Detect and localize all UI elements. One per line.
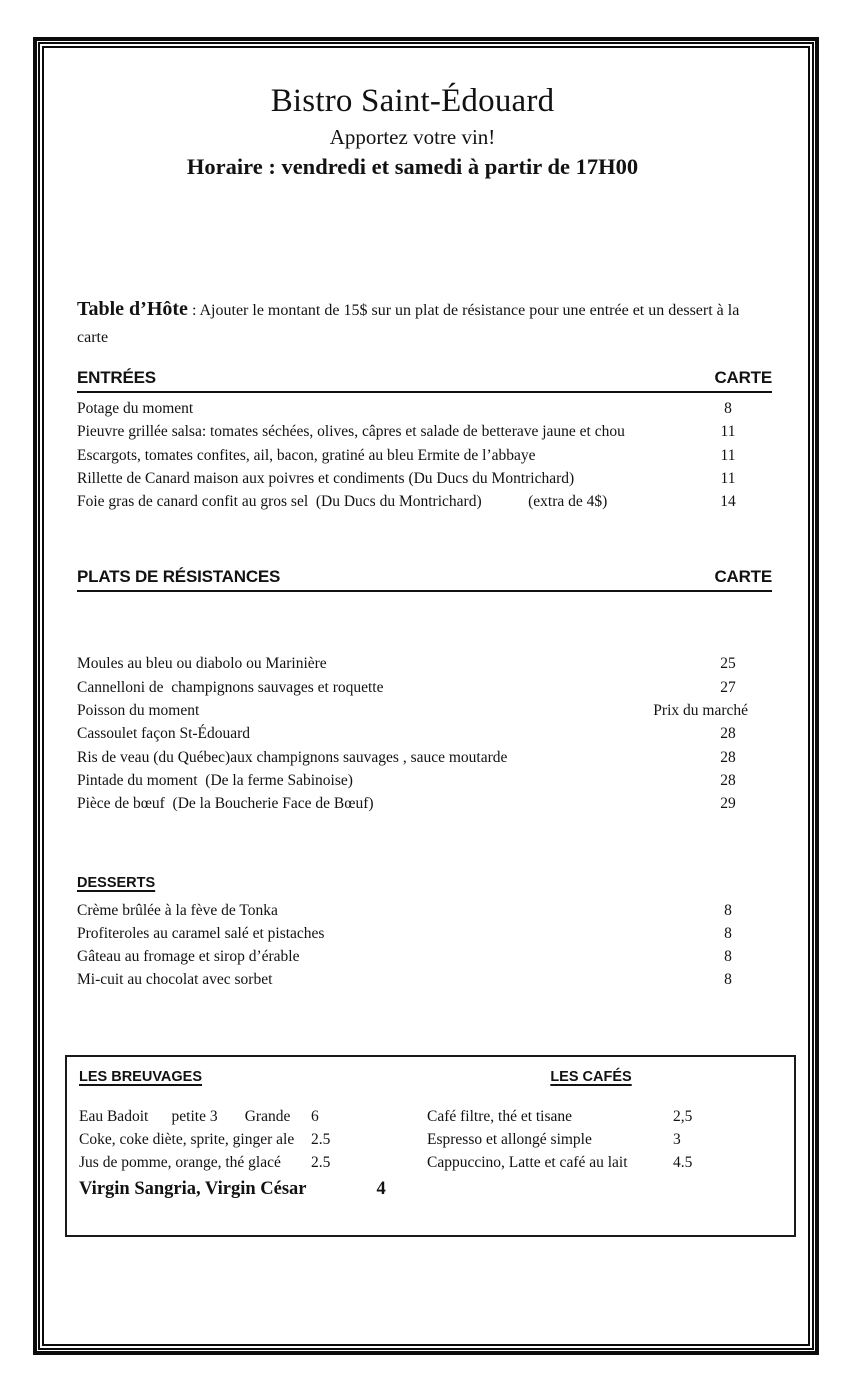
carte-column-label: CARTE (714, 567, 772, 587)
menu-item (77, 467, 748, 490)
virgin-drinks-item (79, 1176, 782, 1202)
breuvages-header: LES BREUVAGES (79, 1068, 203, 1085)
menu-page (44, 48, 808, 1344)
menu-item (77, 699, 748, 722)
beverage-item (79, 1128, 351, 1151)
menu-item (77, 945, 748, 968)
item-name: Rillette de Canard maison aux poivres et condiments (Du Ducs du Montrichard) (77, 469, 575, 487)
menu-item (77, 722, 748, 745)
cafe-item (427, 1151, 717, 1174)
byow-subtitle: Apportez votre vin! (329, 125, 496, 149)
menu-item (77, 420, 748, 443)
cafes-header: LES CAFÉS (550, 1068, 632, 1085)
item-name: Pièce de bœuf (De la Boucherie Face de Bœuf) (77, 795, 374, 813)
item-price: 14 (720, 493, 736, 511)
beverage-item (79, 1151, 351, 1174)
item-price: 2,5 (673, 1107, 693, 1125)
item-name: Escargots, tomates confites, ail, bacon, gratiné au bleu Ermite de l’abbaye (77, 446, 536, 464)
beverages-columns (79, 1105, 782, 1175)
item-price: 8 (724, 948, 732, 966)
item-price: 2.5 (311, 1154, 331, 1172)
page-border-middle (38, 42, 814, 1350)
cafe-item (427, 1105, 717, 1128)
entrees-list (77, 397, 748, 513)
item-price: 2.5 (311, 1131, 331, 1149)
item-name: Eau Badoit petite 3 Grande (79, 1107, 291, 1125)
opening-hours: Horaire : vendredi et samedi à partir de 17H00 (186, 154, 639, 179)
desserts-list (77, 899, 748, 992)
item-price: 8 (724, 971, 732, 989)
menu-item (77, 397, 748, 420)
menu-item (77, 652, 748, 675)
item-price: 4.5 (673, 1154, 693, 1172)
item-price: 4 (376, 1178, 386, 1199)
section-header-entrees (77, 368, 772, 393)
item-name: Pintade du moment (De la ferme Sabinoise) (77, 771, 353, 789)
item-name: Espresso et allongé simple (427, 1131, 592, 1149)
item-price: 28 (720, 748, 736, 766)
item-price: 25 (720, 655, 736, 673)
item-name: Ris de veau (du Québec)aux champignons sauvages , sauce moutarde (77, 748, 508, 766)
restaurant-title: Bistro Saint-Édouard (270, 83, 555, 119)
item-price: 8 (724, 400, 732, 417)
item-name: Café filtre, thé et tisane (427, 1107, 573, 1125)
table-dhote-text: : Ajouter le montant de 15$ sur un plat de résistance pour une entrée et un dessert à la carte (77, 302, 740, 346)
item-name: Foie gras de canard confit au gros sel (Du Ducs du Montrichard) (extra de 4$) (77, 493, 608, 511)
masthead (77, 80, 748, 182)
item-name: Cannelloni de champignons sauvages et roquette (77, 678, 384, 696)
cafe-item (427, 1128, 717, 1151)
section-title-plats: PLATS DE RÉSISTANCES (77, 567, 281, 587)
breuvages-column (79, 1105, 351, 1175)
menu-item (77, 490, 748, 513)
menu-item (77, 792, 748, 815)
menu-item (77, 676, 748, 699)
item-name: Moules au bleu ou diabolo ou Marinière (77, 655, 327, 673)
item-price: 27 (720, 678, 736, 696)
page-border-outer (33, 37, 819, 1355)
item-name: Profiteroles au caramel salé et pistaches (77, 924, 325, 942)
menu-item (77, 769, 748, 792)
item-price: 11 (720, 446, 736, 464)
section-header-desserts: DESSERTS (77, 874, 156, 891)
item-price: 3 (673, 1131, 681, 1149)
table-dhote-label: Table d’Hôte (77, 298, 188, 320)
item-price: 8 (724, 924, 732, 942)
item-name: Crème brûlée à la fève de Tonka (77, 901, 278, 919)
item-price: 11 (720, 469, 736, 487)
beverage-item (79, 1105, 351, 1128)
item-name: Cappuccino, Latte et café au lait (427, 1154, 628, 1172)
item-name: Virgin Sangria, Virgin César (79, 1178, 307, 1199)
menu-item (77, 746, 748, 769)
item-name: Gâteau au fromage et sirop d’érable (77, 948, 300, 966)
section-header-plats (77, 567, 772, 592)
plats-list (77, 652, 748, 815)
item-name: Coke, coke diète, sprite, ginger ale (79, 1131, 295, 1149)
table-dhote-note (77, 296, 748, 351)
item-price: 8 (724, 901, 732, 919)
item-name: Jus de pomme, orange, thé glacé (79, 1154, 281, 1172)
item-name: Pieuvre grillée salsa: tomates séchées, olives, câpres et salade de betterave jaune et chou (77, 423, 625, 441)
item-name: Poisson du moment (77, 702, 200, 720)
item-name: Potage du moment (77, 400, 194, 417)
item-name: Mi-cuit au chocolat avec sorbet (77, 971, 273, 989)
item-price: 11 (720, 423, 736, 441)
beverages-box (65, 1055, 796, 1237)
item-price: 6 (311, 1107, 319, 1125)
item-price: 29 (720, 795, 736, 813)
page-border-inner (42, 46, 810, 1346)
menu-item (77, 899, 748, 922)
section-title-entrees: ENTRÉES (77, 368, 156, 387)
menu-item (77, 968, 748, 991)
carte-column-label: CARTE (714, 368, 772, 387)
menu-item (77, 922, 748, 945)
menu-item (77, 444, 748, 467)
item-price: 28 (720, 771, 736, 789)
cafes-column (427, 1105, 717, 1175)
item-name: Cassoulet façon St-Édouard (77, 725, 251, 743)
beverages-box-headers (79, 1069, 782, 1091)
item-price: Prix du marché (653, 702, 748, 720)
item-price: 28 (720, 725, 736, 743)
